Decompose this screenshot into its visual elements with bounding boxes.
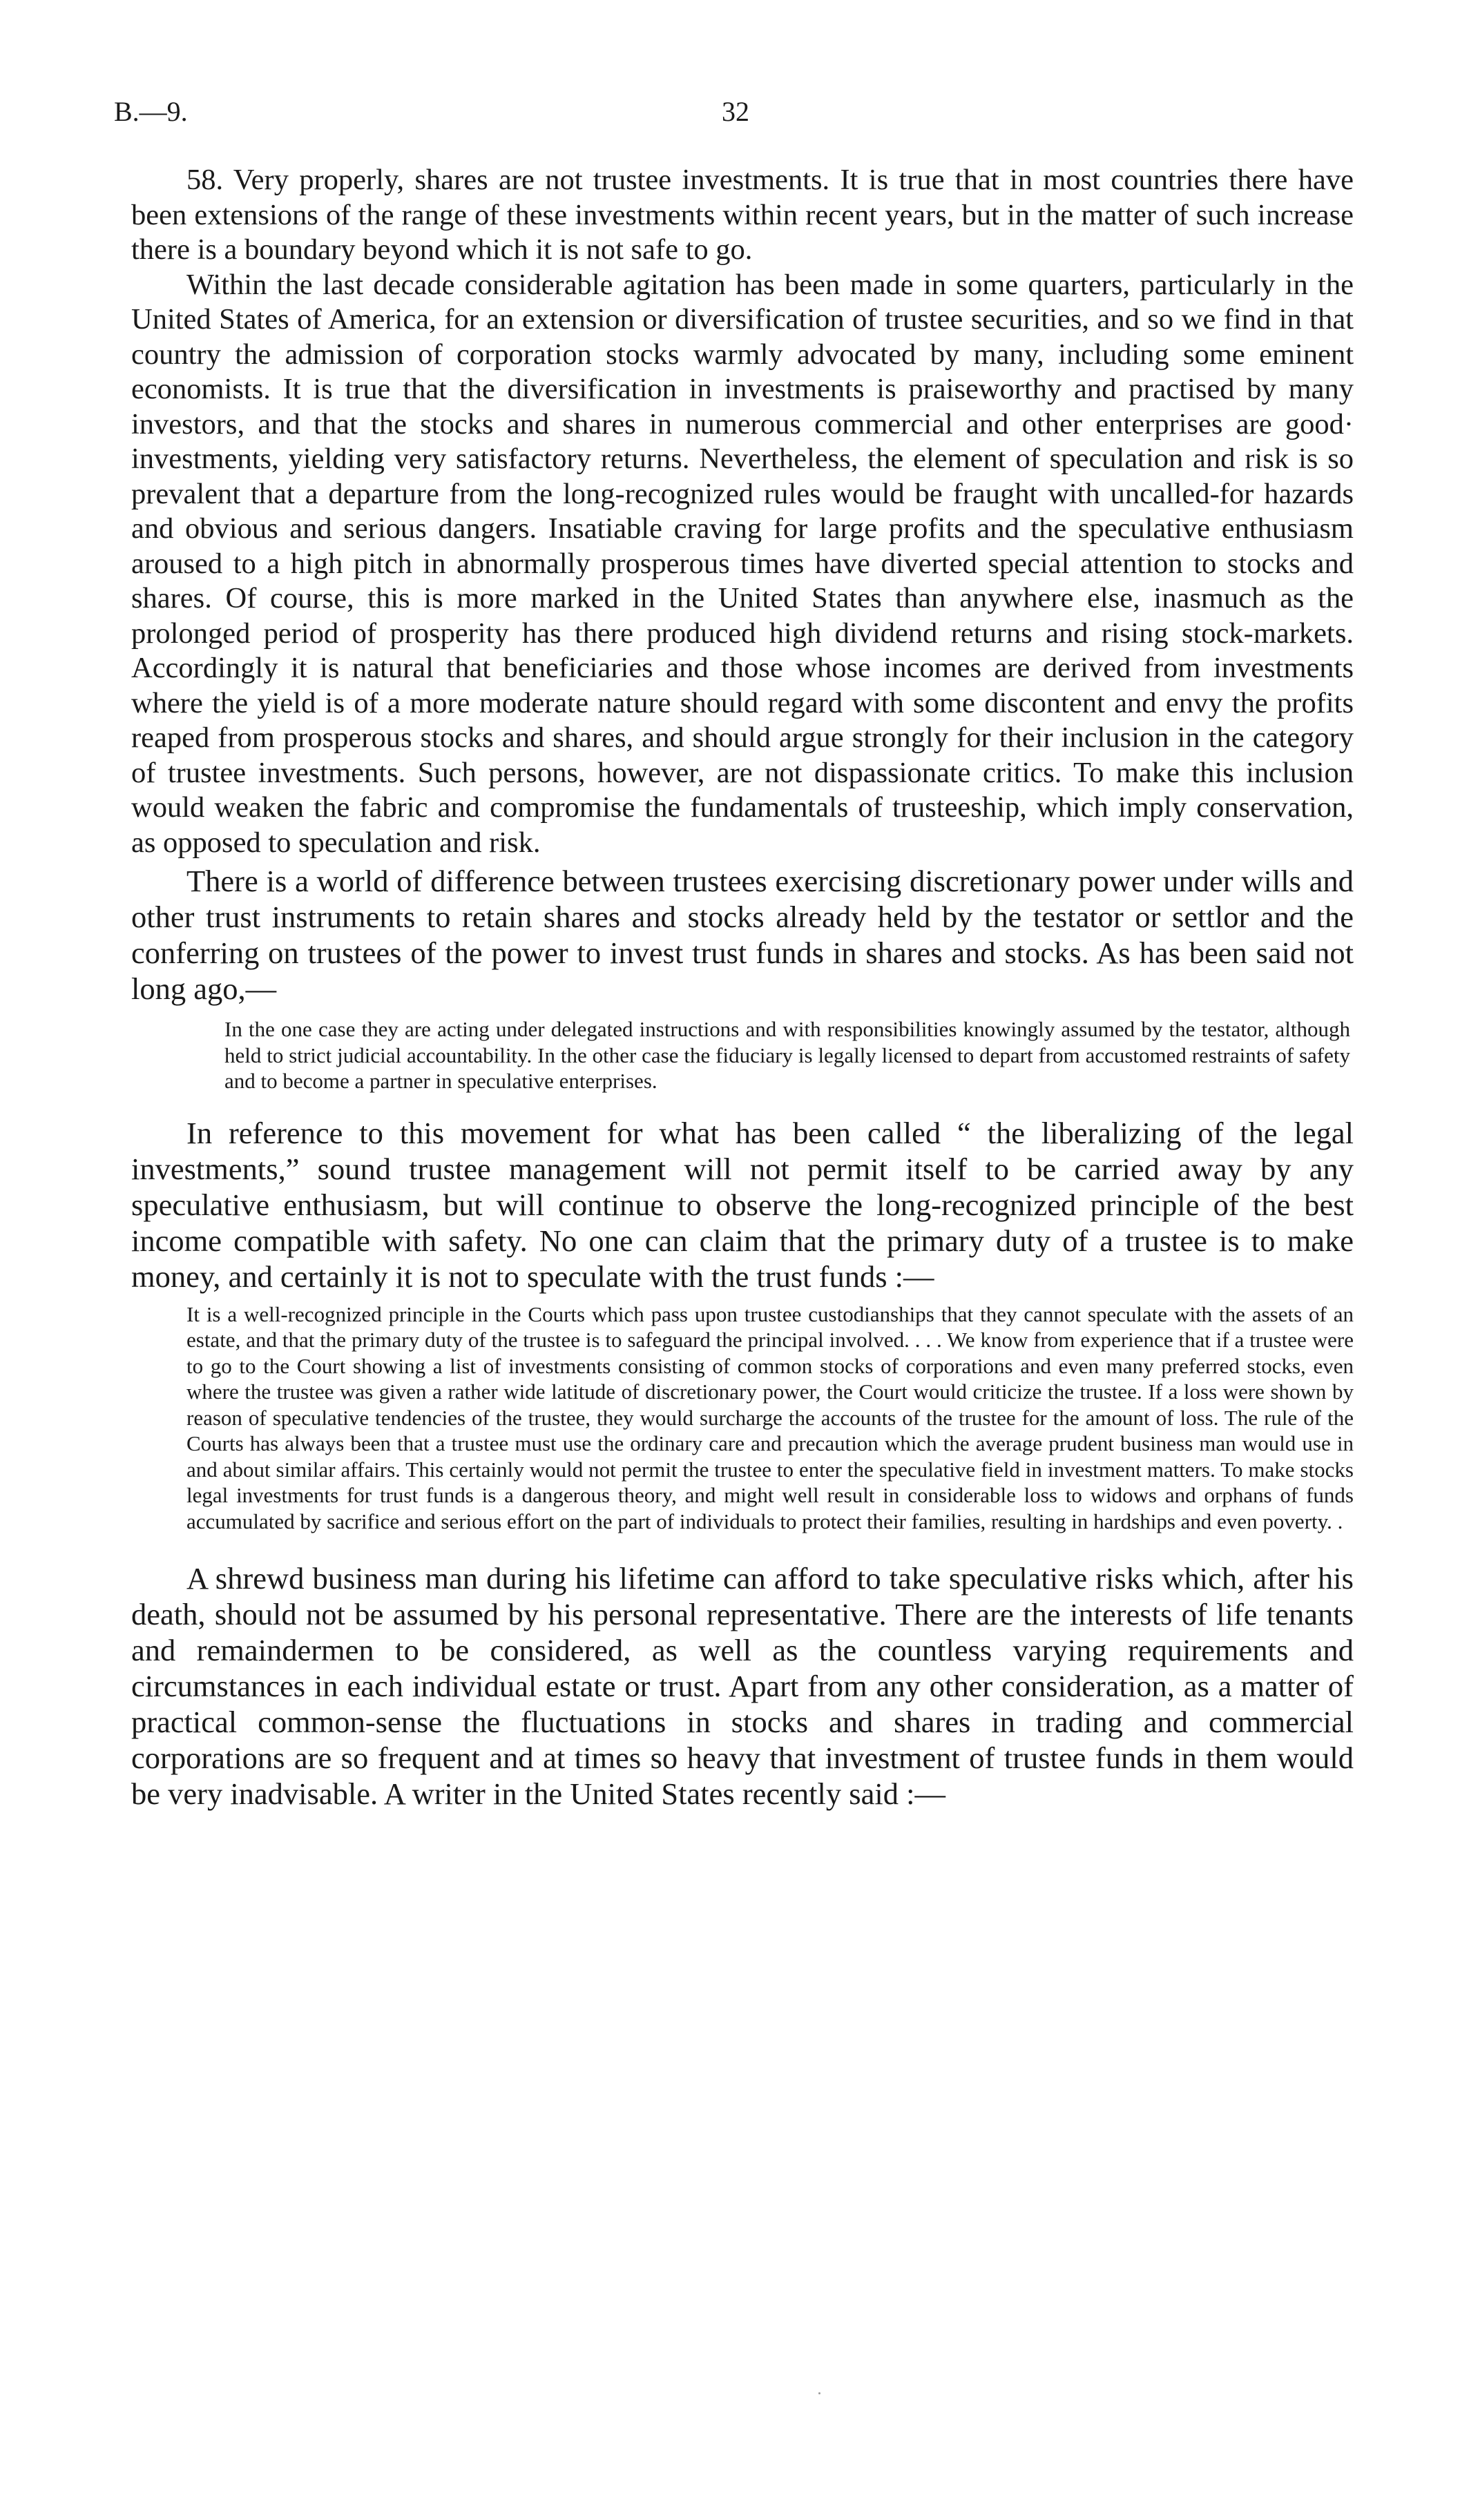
paper-speck <box>818 2392 820 2394</box>
paragraph-liberalizing: In reference to this movement for what has been called “ the liberalizing of the legal investments,” sound trustee management will not permit itself to be carried away by any speculative enthusiasm, but will continue to observe the long-recognized principle of the best income compatible with safety. No one can claim that the primary duty of a trustee is to make money, and certainly it is not to speculate with the trust funds :— <box>131 1115 1354 1294</box>
paragraph-agitation: Within the last decade considerable agitation has been made in some quarters, particularly in the United States of America, for an extension or diversification of trustee securities, and so we find in that country the admission of corporation stocks warmly advocated by many, including some eminent economists. It is true that the diversification in investments is praiseworthy and practised by many investors, and that the stocks and shares in numerous commercial and other enterprises are good· investments, yielding very satisfactory returns. Nevertheless, the element of speculation and risk is so prevalent that a departure from the long-recognized rules would be fraught with uncalled-for hazards and obvious and serious dangers. Insatiable craving for large profits and the speculative enthusiasm aroused to a high pitch in abnormally prosperous times have diverted special attention to stocks and shares. Of course, this is more marked in the United States than anywhere else, inasmuch as the prolonged period of prosperity has there produced high dividend returns and rising stock-markets. Accordingly it is natural that beneficiaries and those whose incomes are derived from investments where the yield is of a more moderate nature should regard with some discontent and envy the profits reaped from prosperous stocks and shares, and should argue strongly for their inclusion in the category of trustee investments. Such persons, however, are not dispassionate critics. To make this inclusion would weaken the fabric and compromise the fundamentals of trusteeship, which imply conservation, as opposed to speculation and risk. <box>131 268 1354 859</box>
quotation-courts: It is a well-recognized principle in the Courts which pass upon trustee custodianships that they cannot speculate with the assets of an estate, and that the primary duty of the trustee is to safeguard the principal involved. . . . We know from experience that if a trustee were to go to the Court showing a list of investments consisting of common stocks of corporations and even many preferred stocks, even where the trustee was given a rather wide latitude of discretionary power, the Court would criticize the trustee. If a loss were shown by reason of speculative tendencies of the trustee, they would surcharge the accounts of the trustee for the amount of loss. The rule of the Courts has always been that a trustee must use the ordinary care and precaution which the average prudent business man would use in and about similar affairs. This certainly would not permit the trustee to enter the speculative field in investment matters. To make stocks legal investments for trust funds is a dangerous theory, and might well result in considerable loss to widows and orphans of funds accumulated by sacrifice and serious effort on the part of individuals to protect their families, resulting in hardships and even poverty. . <box>186 1301 1354 1533</box>
page-number: 32 <box>722 96 749 127</box>
page-header <box>114 95 1357 137</box>
paragraph-58: 58. Very properly, shares are not trustee investments. It is true that in most countries there have been extensions of the range of these investments within recent years, but in the matter of such increase there is a boundary beyond which it is not safe to go. <box>131 164 1354 266</box>
quotation-delegated: In the one case they are acting under delegated instructions and with responsibilities knowingly assumed by the testator, although held to strict judicial accountability. In the other case the fiduciary is legally licensed to depart from accustomed restraints of safety and to become a partner in speculative enterprises. <box>224 1017 1350 1093</box>
paragraph-shrewd-businessman: A shrewd business man during his lifetime can afford to take speculative risks which, after his death, should not be assumed by his personal representative. There are the interests of life tenants and remaindermen to be considered, as well as the countless varying requirements and circumstances in each individual estate or trust. Apart from any other consideration, as a matter of practical common-sense the fluctuations in stocks and shares in trading and commercial corporations are so frequent and at times so heavy that investment of trustee funds in them would be very inadvisable. A writer in the United States recently said :— <box>131 1561 1354 1811</box>
paragraph-difference: There is a world of difference between trustees exercising discretionary power under wills and other trust instruments to retain shares and stocks already held by the testator or settlor and the conferring on trustees of the power to invest trust funds in shares and stocks. As has been said not long ago,— <box>131 864 1354 1006</box>
document-reference: B.—9. <box>114 96 188 127</box>
document-body <box>131 163 1354 1812</box>
